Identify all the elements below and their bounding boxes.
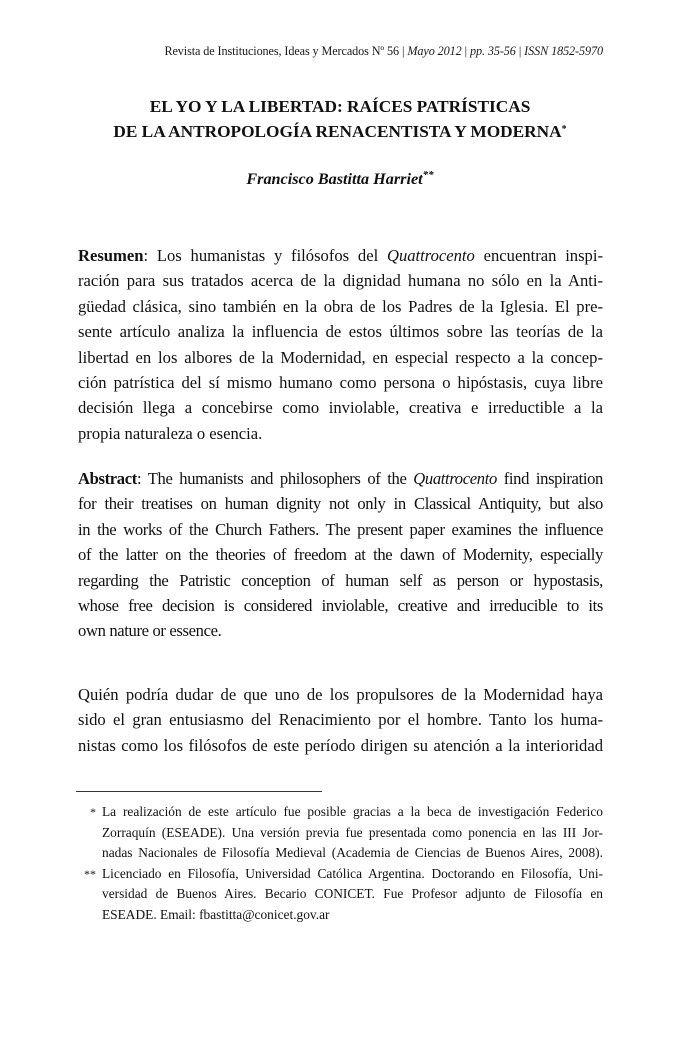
title-line-1: EL YO Y LA LIBERTAD: RAÍCES PATRÍSTICAS — [149, 97, 531, 116]
title-line-2 — [0, 119, 680, 144]
resumen-line: sente artículo analiza la influencia de estos últimos sobre las teorías de la — [78, 322, 603, 342]
article-title — [0, 94, 680, 144]
resumen-line — [78, 243, 603, 268]
abstract-line: regarding the Patristic conception of human self as person or hypostasis, — [78, 570, 603, 590]
page-range: pp. 35-56 — [469, 44, 516, 58]
abstract-line: of the latter on the theories of freedom at the dawn of Modernity, especially — [78, 545, 603, 565]
header-separator: | — [518, 44, 522, 58]
resumen-line: ración para sus tratados acerca de la dignidad humana no sólo en la Anti- — [78, 271, 603, 291]
abstract-label: Abstract — [78, 469, 137, 488]
footnote-line: ESEADE. Email: fbastitta@conicet.gov.ar — [102, 906, 330, 922]
abstract-text: : The humanists and philosophers of the — [136, 469, 414, 488]
author-name: Francisco Bastitta Harriet — [246, 170, 423, 188]
footnote-divider — [76, 791, 322, 792]
abstract-line: own nature or essence. — [78, 621, 222, 641]
footnote-line: La realización de este artículo fue posible gracias a la beca de investigación Federico — [102, 804, 603, 819]
footnotes — [78, 802, 603, 925]
footnote-line: Licenciado en Filosofía, Universidad Católica Argentina. Doctorando en Filosofía, Uni- — [102, 865, 603, 881]
resumen-label: Resumen — [78, 246, 144, 265]
footnote-line: nadas Nacionales de Filosofía Medieval (Academia de Ciencias de Buenos Aires, 2008). — [102, 845, 603, 860]
header-separator: | — [464, 44, 467, 58]
resumen-line: decisión llega a concebirse como inviolable, creativa e irreductible a la — [78, 398, 603, 418]
footnote-1 — [78, 802, 603, 864]
resumen-text: encuentran inspi- — [474, 246, 603, 265]
footnote-marker: * — [90, 805, 96, 819]
author-byline — [0, 170, 680, 189]
abstract-line: for their treatises on human dignity not only in Classical Antiquity, but also — [78, 494, 603, 514]
running-header — [164, 44, 603, 59]
footnote-line: Zorraquín (ESEADE). Una versión previa fue presentada como ponencia en las III Jor- — [102, 824, 603, 840]
quattrocento-italic: Quattrocento — [386, 246, 475, 265]
resumen-paragraph — [78, 243, 603, 446]
abstract-line — [78, 466, 603, 491]
resumen-line: ción patrística del sí mismo humano como persona o hipóstasis, cuya libre — [78, 372, 603, 392]
body-line: nistas como los filósofos de este período dirigen su atención a la interioridad — [78, 735, 603, 755]
footnote-marker: ** — [84, 866, 96, 881]
body-paragraph — [78, 682, 603, 758]
abstract-line: in the works of the Church Fathers. The present paper examines the influence — [78, 519, 603, 539]
header-separator: | — [402, 44, 405, 58]
author-footnote-mark: ** — [422, 169, 434, 181]
body-line: sido el gran entusiasmo del Renacimiento por el hombre. Tanto los huma- — [78, 710, 603, 730]
title-footnote-mark: * — [561, 124, 567, 135]
quattrocento-italic: Quattrocento — [413, 469, 497, 488]
journal-name: Revista de Instituciones, Ideas y Mercados Nº 56 — [164, 44, 400, 58]
footnote-2 — [78, 864, 603, 926]
body-line: Quién podría dudar de que uno de los propulsores de la Modernidad haya — [78, 685, 603, 704]
issue-date: Mayo 2012 — [407, 44, 462, 58]
resumen-text: : Los humanistas y filósofos del — [143, 246, 387, 265]
abstract-line: whose free decision is considered inviolable, creative and irreducible to its — [78, 595, 603, 615]
resumen-line: propia naturaleza o esencia. — [78, 423, 263, 443]
resumen-line: libertad en los albores de la Modernidad, en especial respecto a la concep- — [78, 347, 603, 367]
resumen-line: güedad clásica, sino también en la obra de los Padres de la Iglesia. El pre- — [78, 296, 603, 316]
abstract-text: find inspiration — [496, 469, 603, 488]
issn: ISSN 1852-5970 — [524, 44, 603, 58]
abstract-paragraph — [78, 466, 603, 644]
footnote-line: versidad de Buenos Aires. Becario CONICET. Fue Profesor adjunto de Filosofía en — [102, 886, 603, 901]
title-line-2-text: DE LA ANTROPOLOGÍA RENACENTISTA Y MODERNA — [113, 122, 562, 141]
